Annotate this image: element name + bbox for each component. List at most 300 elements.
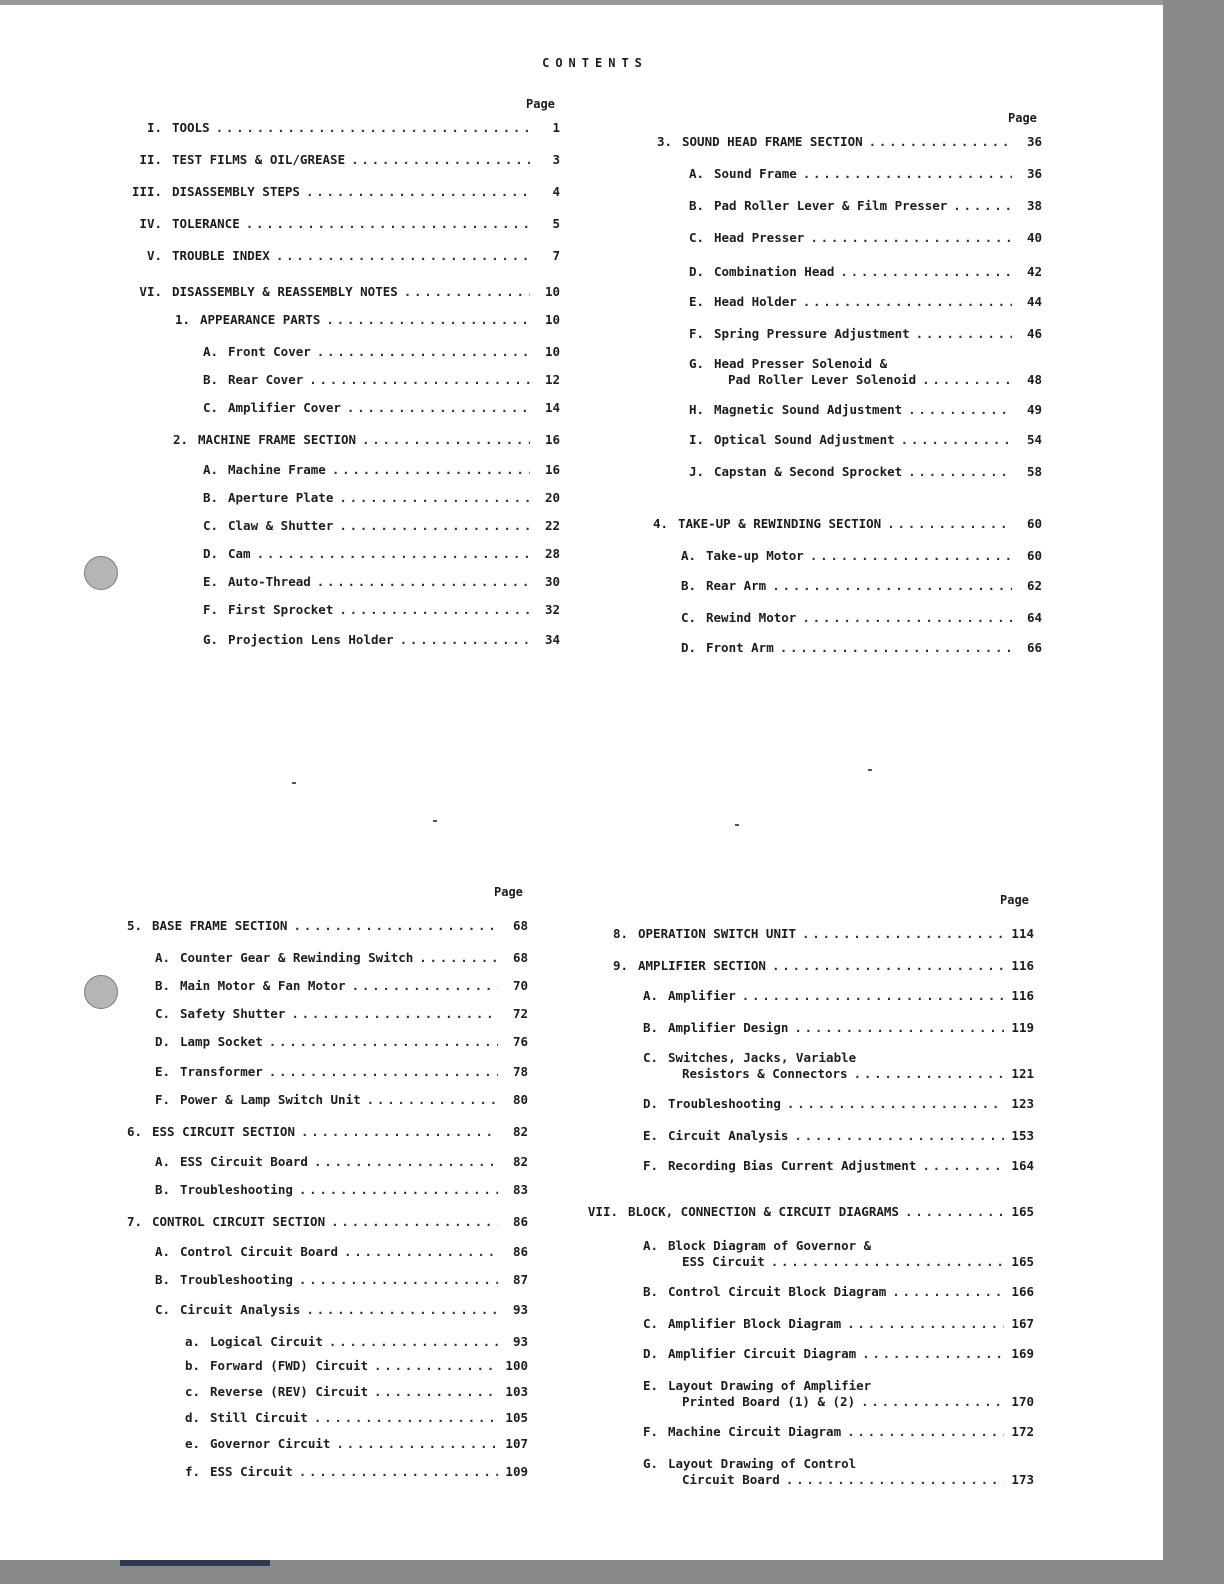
- toc-entry: [628, 988, 1034, 1004]
- toc-entry-page: 12: [544, 372, 560, 387]
- toc-entry-line-2: [628, 1066, 1034, 1082]
- toc-entry-page: 66: [1026, 640, 1042, 655]
- scan-edge-top: [0, 0, 1163, 5]
- toc-entry-leader-dots: [291, 1006, 498, 1022]
- toc-entry-leader-dots: [299, 1272, 498, 1288]
- toc-entry: [676, 166, 1042, 182]
- toc-entry-label: Magnetic Sound Adjustment: [714, 402, 903, 417]
- toc-entry-label: Head Presser: [714, 230, 805, 245]
- toc-entry-leader-dots: [367, 1092, 498, 1108]
- toc-entry-page: 80: [512, 1092, 528, 1107]
- toc-entry: [676, 432, 1042, 448]
- toc-entry-leader-dots: [339, 518, 530, 534]
- toc-entry-number: C.: [154, 1006, 170, 1021]
- toc-entry-label: Block Diagram of Governor &: [668, 1238, 872, 1253]
- toc-entry-page: 44: [1026, 294, 1042, 309]
- toc-entry-label: Troubleshooting: [180, 1272, 293, 1287]
- toc-entry-leader-dots: [847, 1316, 1004, 1332]
- toc-entry-label: Amplifier Block Diagram: [668, 1316, 842, 1331]
- toc-entry-label: Reverse (REV) Circuit: [210, 1384, 369, 1399]
- toc-entry-number: F.: [642, 1424, 658, 1439]
- toc-entry-number: D.: [642, 1346, 658, 1361]
- toc-entry-page: 170: [1011, 1394, 1034, 1409]
- toc-entry-page: 167: [1011, 1316, 1034, 1331]
- toc-entry-leader-dots: [780, 640, 1012, 656]
- toc-entry-number: 7.: [126, 1214, 142, 1229]
- scan-speck: [868, 769, 872, 771]
- toc-entry-number: F.: [642, 1158, 658, 1173]
- toc-entry-label: Circuit Analysis: [180, 1302, 301, 1317]
- toc-entry-leader-dots: [339, 602, 530, 618]
- toc-entry-page: 42: [1026, 264, 1042, 279]
- toc-entry-number: G.: [202, 632, 218, 647]
- toc-entry: [120, 284, 560, 300]
- toc-entry-leader-dots: [887, 516, 1012, 532]
- toc-entry-number: d.: [184, 1410, 200, 1425]
- toc-entry-leader-dots: [803, 166, 1012, 182]
- toc-entry: [190, 372, 560, 388]
- toc-entry: [170, 1384, 528, 1400]
- toc-entry-leader-dots: [269, 1064, 498, 1080]
- toc-entry-number: f.: [184, 1464, 200, 1479]
- toc-entry-page: 78: [512, 1064, 528, 1079]
- toc-entry-label: Machine Frame: [228, 462, 326, 477]
- toc-entry-number: B.: [154, 1272, 170, 1287]
- toc-entry-leader-dots: [869, 134, 1012, 150]
- toc-entry-label: Switches, Jacks, Variable: [668, 1050, 857, 1065]
- toc-entry-number: A.: [154, 1154, 170, 1169]
- toc-entry: [140, 1302, 528, 1318]
- toc-entry: [120, 184, 560, 200]
- toc-entry-label: Forward (FWD) Circuit: [210, 1358, 369, 1373]
- toc-entry-label: Control Circuit Board: [180, 1244, 339, 1259]
- toc-entry-label: APPEARANCE PARTS: [200, 312, 321, 327]
- toc-entry-label: TOOLS: [172, 120, 210, 135]
- toc-entry-number: A.: [680, 548, 696, 563]
- toc-entry-label: Governor Circuit: [210, 1436, 331, 1451]
- toc-entry-label: Control Circuit Block Diagram: [668, 1284, 887, 1299]
- toc-entry-number: A.: [154, 950, 170, 965]
- toc-entry-number: E.: [642, 1128, 658, 1143]
- toc-entry-number: C.: [688, 230, 704, 245]
- toc-entry-page: 54: [1026, 432, 1042, 447]
- toc-entry: [676, 294, 1042, 310]
- toc-entry-number: E.: [202, 574, 218, 589]
- toc-entry-number: A.: [642, 1238, 658, 1253]
- toc-entry-label: Recording Bias Current Adjustment: [668, 1158, 917, 1173]
- toc-entry-leader-dots: [922, 1158, 1004, 1174]
- toc-entry-leader-dots: [374, 1358, 498, 1374]
- toc-entry: [628, 1128, 1034, 1144]
- toc-entry-number: D.: [688, 264, 704, 279]
- toc-entry: [120, 120, 560, 136]
- scan-speck: [292, 782, 296, 784]
- toc-entry: [190, 574, 560, 590]
- toc-entry-number: 5.: [126, 918, 142, 933]
- toc-entry-leader-dots: [840, 264, 1012, 280]
- toc-entry: [140, 1092, 528, 1108]
- toc-entry-number: a.: [184, 1334, 200, 1349]
- toc-entry-leader-dots: [892, 1284, 1004, 1300]
- toc-entry: [110, 1214, 528, 1230]
- toc-entry-label: Front Cover: [228, 344, 311, 359]
- toc-entry-number: A.: [154, 1244, 170, 1259]
- toc-entry-label: OPERATION SWITCH UNIT: [638, 926, 797, 941]
- toc-entry-label-continued: Circuit Board: [682, 1472, 780, 1487]
- toc-entry-number: D.: [680, 640, 696, 655]
- toc-entry-label-continued: Printed Board (1) & (2): [682, 1394, 856, 1409]
- toc-entry-leader-dots: [794, 1128, 1004, 1144]
- toc-entry-leader-dots: [419, 950, 498, 966]
- toc-entry-page: 36: [1026, 134, 1042, 149]
- toc-entry-page: 103: [505, 1384, 528, 1399]
- toc-entry-page: 16: [544, 432, 560, 447]
- toc-entry: [140, 978, 528, 994]
- toc-entry: [598, 926, 1034, 942]
- toc-entry-label: DISASSEMBLY & REASSEMBLY NOTES: [172, 284, 398, 299]
- toc-entry-page: 16: [544, 462, 560, 477]
- toc-entry-number: B.: [154, 1182, 170, 1197]
- toc-entry-leader-dots: [332, 462, 530, 478]
- toc-entry-leader-dots: [314, 1410, 498, 1426]
- toc-entry-number: IV.: [139, 216, 162, 231]
- toc-entry-leader-dots: [908, 464, 1012, 480]
- toc-entry-page: 1: [552, 120, 560, 135]
- punch-hole-upper: [84, 556, 118, 590]
- toc-entry-label: Layout Drawing of Control: [668, 1456, 857, 1471]
- toc-entry-number: B.: [642, 1284, 658, 1299]
- toc-entry-page: 4: [552, 184, 560, 199]
- toc-entry-leader-dots: [901, 432, 1012, 448]
- toc-entry-leader-dots: [810, 230, 1012, 246]
- toc-entry: [628, 1316, 1034, 1332]
- toc-entry-number: G.: [642, 1456, 658, 1471]
- toc-entry-label: Main Motor & Fan Motor: [180, 978, 346, 993]
- toc-entry: [668, 640, 1042, 656]
- toc-entry-number: 9.: [612, 958, 628, 973]
- toc-entry-number: D.: [154, 1034, 170, 1049]
- toc-entry-leader-dots: [344, 1244, 498, 1260]
- toc-entry-label: Layout Drawing of Amplifier: [668, 1378, 872, 1393]
- toc-entry-page: 165: [1011, 1204, 1034, 1219]
- scan-speck: [735, 824, 739, 826]
- toc-entry-page: 109: [505, 1464, 528, 1479]
- toc-entry-leader-dots: [257, 546, 530, 562]
- toc-entry-label-continued: ESS Circuit: [682, 1254, 765, 1269]
- toc-entry-label: Take-up Motor: [706, 548, 804, 563]
- toc-entry: [628, 1424, 1034, 1440]
- toc-entry-number: 2.: [172, 432, 188, 447]
- toc-entry-label: BASE FRAME SECTION: [152, 918, 288, 933]
- toc-entry-number: VI.: [139, 284, 162, 299]
- toc-entry-page: 172: [1011, 1424, 1034, 1439]
- toc-entry-label: Aperture Plate: [228, 490, 334, 505]
- toc-entry-leader-dots: [301, 1124, 498, 1140]
- toc-entry-page: 22: [544, 518, 560, 533]
- toc-entry-line-2: [628, 1254, 1034, 1270]
- toc-entry-number: II.: [139, 152, 162, 167]
- toc-entry-label: Front Arm: [706, 640, 774, 655]
- toc-entry-page: 70: [512, 978, 528, 993]
- toc-entry-leader-dots: [794, 1020, 1004, 1036]
- toc-entry-leader-dots: [306, 184, 530, 200]
- toc-entry: [160, 312, 560, 328]
- toc-entry-line-1: [628, 1238, 1034, 1254]
- toc-entry-number: 3.: [656, 134, 672, 149]
- toc-entry: [628, 1096, 1034, 1112]
- toc-entry-page: 107: [505, 1436, 528, 1451]
- toc-entry-leader-dots: [847, 1424, 1004, 1440]
- toc-entry-page: 28: [544, 546, 560, 561]
- toc-entry-number: E.: [154, 1064, 170, 1079]
- page-title: CONTENTS: [542, 56, 648, 70]
- toc-entry-leader-dots: [771, 1254, 1004, 1270]
- toc-entry-leader-dots: [362, 432, 530, 448]
- toc-entry-number: E.: [688, 294, 704, 309]
- toc-entry: [190, 490, 560, 506]
- toc-entry-page: 86: [512, 1214, 528, 1229]
- toc-entry-page: 82: [512, 1154, 528, 1169]
- toc-entry-page: 105: [505, 1410, 528, 1425]
- toc-entry-leader-dots: [347, 400, 530, 416]
- toc-entry-label: AMPLIFIER SECTION: [638, 958, 766, 973]
- toc-entry-number: G.: [688, 356, 704, 371]
- toc-entry-label: Cam: [228, 546, 251, 561]
- toc-entry-label: BLOCK, CONNECTION & CIRCUIT DIAGRAMS: [628, 1204, 899, 1219]
- toc-entry: [140, 1034, 528, 1050]
- toc-entry: [676, 326, 1042, 342]
- toc-entry-label: MACHINE FRAME SECTION: [198, 432, 357, 447]
- toc-entry-number: VII.: [587, 1204, 618, 1219]
- toc-entry-page: 48: [1026, 372, 1042, 387]
- toc-entry-leader-dots: [351, 152, 530, 168]
- toc-entry-page: 169: [1011, 1346, 1034, 1361]
- toc-entry-label: Circuit Analysis: [668, 1128, 789, 1143]
- toc-entry-leader-dots: [404, 284, 530, 300]
- toc-entry-leader-dots: [786, 1472, 1004, 1488]
- toc-entry-page: 83: [512, 1182, 528, 1197]
- toc-entry-label: Optical Sound Adjustment: [714, 432, 895, 447]
- toc-entry-line-1: [628, 1456, 1034, 1472]
- toc-entry: [628, 1020, 1034, 1036]
- toc-entry-leader-dots: [317, 344, 530, 360]
- toc-entry-leader-dots: [339, 490, 530, 506]
- scan-edge-right: [1163, 0, 1224, 1584]
- toc-entry: [190, 400, 560, 416]
- toc-entry-page: 86: [512, 1244, 528, 1259]
- toc-entry-label: Pad Roller Lever & Film Presser: [714, 198, 948, 213]
- toc-entry-label: Head Presser Solenoid &: [714, 356, 888, 371]
- toc-entry-label: Power & Lamp Switch Unit: [180, 1092, 361, 1107]
- toc-entry: [140, 1006, 528, 1022]
- toc-entry-label: Amplifier Design: [668, 1020, 789, 1035]
- toc-entry-leader-dots: [269, 1034, 498, 1050]
- toc-entry-line-1: [676, 356, 1042, 372]
- toc-entry-page: 60: [1026, 548, 1042, 563]
- toc-entry-number: 8.: [612, 926, 628, 941]
- toc-entry-page: 10: [544, 344, 560, 359]
- toc-entry: [110, 1124, 528, 1140]
- toc-entry: [640, 516, 1042, 532]
- scan-speck: [433, 820, 437, 822]
- toc-entry-leader-dots: [742, 988, 1004, 1004]
- page-column-header-tl: Page: [526, 97, 555, 111]
- toc-entry-number: A.: [202, 462, 218, 477]
- toc-entry: [170, 1436, 528, 1452]
- toc-entry-leader-dots: [803, 294, 1012, 310]
- toc-entry: [668, 548, 1042, 564]
- toc-entry-label: ESS Circuit Board: [180, 1154, 308, 1169]
- toc-entry: [158, 432, 560, 448]
- toc-entry-label: First Sprocket: [228, 602, 334, 617]
- toc-entry-leader-dots: [787, 1096, 1004, 1112]
- toc-entry: [190, 632, 560, 648]
- toc-entry-leader-dots: [216, 120, 530, 136]
- page-column-header-tr: Page: [1008, 111, 1037, 125]
- toc-entry-page: 36: [1026, 166, 1042, 181]
- toc-entry: [628, 1050, 1034, 1082]
- toc-entry-page: 123: [1011, 1096, 1034, 1111]
- toc-entry-leader-dots: [854, 1066, 1004, 1082]
- toc-entry-number: B.: [680, 578, 696, 593]
- toc-entry-leader-dots: [293, 918, 498, 934]
- toc-entry-page: 82: [512, 1124, 528, 1139]
- toc-entry-label: Rewind Motor: [706, 610, 797, 625]
- toc-entry-leader-dots: [352, 978, 498, 994]
- toc-entry-label: Amplifier Circuit Diagram: [668, 1346, 857, 1361]
- toc-entry-line-1: [628, 1050, 1034, 1066]
- toc-entry: [120, 216, 560, 232]
- toc-entry-page: 10: [544, 284, 560, 299]
- punch-hole-lower: [84, 975, 118, 1009]
- toc-entry: [668, 578, 1042, 594]
- toc-entry-number: H.: [688, 402, 704, 417]
- toc-entry-number: C.: [680, 610, 696, 625]
- toc-entry-number: C.: [202, 400, 218, 415]
- toc-entry-leader-dots: [916, 326, 1012, 342]
- toc-entry-page: 116: [1011, 958, 1034, 973]
- toc-entry-number: B.: [154, 978, 170, 993]
- toc-entry-number: V.: [146, 248, 162, 263]
- toc-entry-label: Combination Head: [714, 264, 835, 279]
- toc-entry-leader-dots: [772, 578, 1012, 594]
- toc-entry: [190, 518, 560, 534]
- toc-entry-page: 87: [512, 1272, 528, 1287]
- page-column-header-bl: Page: [494, 885, 523, 899]
- toc-entry-leader-dots: [802, 610, 1012, 626]
- toc-entry-page: 93: [512, 1302, 528, 1317]
- toc-entry-leader-dots: [336, 1436, 498, 1452]
- toc-entry-number: J.: [688, 464, 704, 479]
- toc-entry-number: B.: [202, 372, 218, 387]
- toc-entry: [170, 1464, 528, 1480]
- toc-entry: [120, 152, 560, 168]
- toc-entry-leader-dots: [306, 1302, 498, 1318]
- toc-entry-page: 68: [512, 950, 528, 965]
- toc-entry-number: C.: [642, 1316, 658, 1331]
- toc-entry-number: C.: [202, 518, 218, 533]
- toc-entry-label: Claw & Shutter: [228, 518, 334, 533]
- toc-entry-page: 164: [1011, 1158, 1034, 1173]
- toc-entry: [628, 1284, 1034, 1300]
- toc-entry-label-continued: Pad Roller Lever Solenoid: [728, 372, 917, 387]
- toc-entry-number: I.: [688, 432, 704, 447]
- toc-entry-leader-dots: [276, 248, 530, 264]
- toc-entry-label: Transformer: [180, 1064, 263, 1079]
- toc-entry-label: ESS Circuit: [210, 1464, 293, 1479]
- toc-entry-page: 166: [1011, 1284, 1034, 1299]
- toc-entry-page: 58: [1026, 464, 1042, 479]
- toc-entry-label: DISASSEMBLY STEPS: [172, 184, 300, 199]
- toc-entry-page: 20: [544, 490, 560, 505]
- toc-entry-page: 5: [552, 216, 560, 231]
- toc-entry: [598, 958, 1034, 974]
- toc-entry-page: 7: [552, 248, 560, 263]
- toc-entry: [120, 248, 560, 264]
- toc-entry: [676, 264, 1042, 280]
- toc-entry-leader-dots: [317, 574, 530, 590]
- toc-entry-page: 30: [544, 574, 560, 589]
- toc-entry-page: 38: [1026, 198, 1042, 213]
- toc-entry: [628, 1238, 1034, 1270]
- toc-entry-number: 1.: [174, 312, 190, 327]
- toc-entry: [190, 462, 560, 478]
- toc-entry-leader-dots: [299, 1464, 498, 1480]
- toc-entry-label: Amplifier Cover: [228, 400, 341, 415]
- toc-entry-number: A.: [642, 988, 658, 1003]
- toc-entry-number: B.: [688, 198, 704, 213]
- toc-entry-leader-dots: [314, 1154, 498, 1170]
- toc-entry-leader-dots: [326, 312, 530, 328]
- toc-entry-label: Rear Cover: [228, 372, 304, 387]
- toc-entry-label: Capstan & Second Sprocket: [714, 464, 903, 479]
- toc-entry-number: F.: [202, 602, 218, 617]
- toc-entry-label: Head Holder: [714, 294, 797, 309]
- toc-entry: [578, 1204, 1034, 1220]
- toc-entry-page: 34: [544, 632, 560, 647]
- toc-entry: [110, 918, 528, 934]
- toc-entry-label: CONTROL CIRCUIT SECTION: [152, 1214, 326, 1229]
- toc-entry-page: 72: [512, 1006, 528, 1021]
- toc-entry-page: 100: [505, 1358, 528, 1373]
- toc-entry-number: B.: [642, 1020, 658, 1035]
- toc-entry-leader-dots: [810, 548, 1012, 564]
- toc-entry-number: I.: [146, 120, 162, 135]
- toc-entry-label: Sound Frame: [714, 166, 797, 181]
- toc-entry-label: SOUND HEAD FRAME SECTION: [682, 134, 863, 149]
- toc-entry-label: Auto-Thread: [228, 574, 311, 589]
- toc-entry-label: Logical Circuit: [210, 1334, 323, 1349]
- toc-entry-page: 68: [512, 918, 528, 933]
- toc-entry: [640, 134, 1042, 150]
- toc-entry-page: 93: [512, 1334, 528, 1349]
- toc-entry-number: 6.: [126, 1124, 142, 1139]
- toc-entry-page: 49: [1026, 402, 1042, 417]
- toc-entry-label: Lamp Socket: [180, 1034, 263, 1049]
- toc-entry-page: 60: [1026, 516, 1042, 531]
- toc-entry: [676, 356, 1042, 388]
- toc-entry-page: 32: [544, 602, 560, 617]
- toc-entry-number: E.: [642, 1378, 658, 1393]
- toc-entry-label-continued: Resistors & Connectors: [682, 1066, 848, 1081]
- toc-entry-number: C.: [642, 1050, 658, 1065]
- toc-entry: [170, 1410, 528, 1426]
- toc-entry-leader-dots: [905, 1204, 1004, 1220]
- toc-entry-page: 173: [1011, 1472, 1034, 1487]
- toc-entry-page: 40: [1026, 230, 1042, 245]
- toc-entry-page: 62: [1026, 578, 1042, 593]
- toc-entry: [676, 464, 1042, 480]
